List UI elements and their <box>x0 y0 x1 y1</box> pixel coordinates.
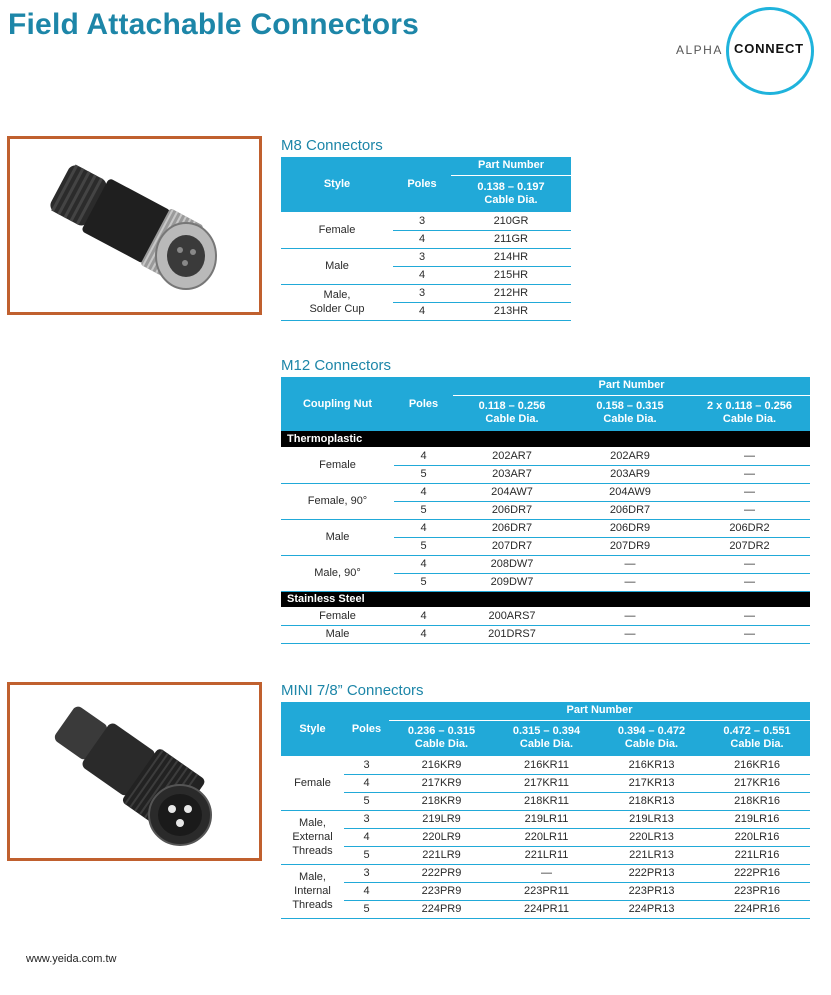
poles-cell: 5 <box>344 846 389 864</box>
col-header-poles: Poles <box>344 702 389 756</box>
cable-dia-range: 0.118 – 0.256 <box>478 400 546 413</box>
style-cell: Male, 90° <box>281 555 394 591</box>
mini-connector-photo <box>7 682 262 861</box>
mini-section-title: MINI 7/8” Connectors <box>281 682 424 699</box>
cable-dia-label: Cable Dia. <box>414 738 469 751</box>
table-row <box>281 864 810 882</box>
part-number-cell: — <box>494 864 599 882</box>
part-number-cell: — <box>689 447 810 465</box>
part-number-cell: 216KR9 <box>389 756 494 774</box>
part-number-cell: — <box>571 555 689 573</box>
table-row <box>281 882 810 900</box>
cable-dia-label: Cable Dia. <box>722 413 777 426</box>
poles-cell: 4 <box>394 519 453 537</box>
style-line: Female <box>294 776 331 789</box>
part-number-cell: 221LR13 <box>599 846 704 864</box>
part-number-cell: 203AR7 <box>453 465 571 483</box>
website-url[interactable]: www.yeida.com.tw <box>26 953 117 965</box>
col-header-cable-dia <box>451 175 571 212</box>
cable-dia-label: Cable Dia. <box>484 193 538 206</box>
part-number-cell: — <box>571 607 689 625</box>
part-number-cell: 219LR9 <box>389 810 494 828</box>
table-row <box>281 212 571 230</box>
table-row <box>281 483 810 501</box>
style-cell: Female <box>281 447 394 483</box>
poles-cell: 3 <box>344 864 389 882</box>
col-header-coupling-nut: Coupling Nut <box>281 377 394 431</box>
col-header-style: Style <box>281 157 393 212</box>
table-row <box>281 284 571 302</box>
part-number-cell: 219LR13 <box>599 810 704 828</box>
cable-dia-range: 0.472 – 0.551 <box>723 725 791 738</box>
table-row <box>281 810 810 828</box>
part-number-cell: 211GR <box>451 230 571 248</box>
cable-dia-range: 0.138 – 0.197 <box>477 180 545 193</box>
style-cell: Male <box>281 625 394 643</box>
poles-cell: 4 <box>344 882 389 900</box>
col-header-poles: Poles <box>394 377 453 431</box>
style-line: Threads <box>292 899 333 911</box>
style-line: Male, <box>299 817 326 829</box>
style-cell: Female <box>281 607 394 625</box>
cable-dia-label: Cable Dia. <box>603 413 657 426</box>
part-number-cell: 214HR <box>451 248 571 266</box>
part-number-cell: 216KR11 <box>494 756 599 774</box>
cable-dia-label: Cable Dia. <box>730 738 784 751</box>
logo-alpha-text: ALPHA <box>676 43 723 57</box>
part-number-cell: 224PR16 <box>704 900 810 918</box>
table-row <box>281 447 810 465</box>
part-number-cell: 218KR16 <box>704 792 810 810</box>
style-cell <box>281 284 393 320</box>
part-number-cell: 223PR13 <box>599 882 704 900</box>
part-number-cell: 206DR7 <box>453 501 571 519</box>
part-number-cell: 223PR16 <box>704 882 810 900</box>
part-number-cell: 207DR2 <box>689 537 810 555</box>
cable-dia-range: 0.315 – 0.394 <box>512 725 581 738</box>
part-number-cell: 224PR9 <box>389 900 494 918</box>
part-number-cell: 220LR9 <box>389 828 494 846</box>
part-number-cell: 210GR <box>451 212 571 230</box>
poles-cell: 4 <box>344 774 389 792</box>
col-header-part-number: Part Number <box>451 157 571 175</box>
part-number-cell: 220LR13 <box>599 828 704 846</box>
col-header-part-number: Part Number <box>453 377 810 395</box>
style-line: External <box>292 831 333 843</box>
part-number-cell: 212HR <box>451 284 571 302</box>
style-line: Male, <box>299 871 326 883</box>
table-row <box>281 900 810 918</box>
part-number-cell: — <box>689 555 810 573</box>
category-label: Thermoplastic <box>281 431 810 447</box>
poles-cell: 3 <box>393 284 451 302</box>
m8-connector-photo <box>7 136 262 315</box>
style-cell: Male <box>281 519 394 555</box>
col-header-cable-dia <box>453 395 571 431</box>
part-number-cell: 200ARS7 <box>453 607 571 625</box>
style-cell <box>281 756 344 810</box>
part-number-cell: — <box>689 607 810 625</box>
table-row <box>281 555 810 573</box>
col-header-part-number: Part Number <box>389 702 810 720</box>
poles-cell: 4 <box>394 483 453 501</box>
table-row <box>281 828 810 846</box>
part-number-cell: 222PR16 <box>704 864 810 882</box>
part-number-cell: 206DR2 <box>689 519 810 537</box>
table-row <box>281 607 810 625</box>
table-row <box>281 846 810 864</box>
mini-connector-image <box>10 685 259 858</box>
table-row <box>281 248 571 266</box>
part-number-cell: 215HR <box>451 266 571 284</box>
style-line: Solder Cup <box>309 303 365 315</box>
part-number-cell: 203AR9 <box>571 465 689 483</box>
col-header-cable-dia <box>689 395 810 431</box>
m12-section-title: M12 Connectors <box>281 357 392 374</box>
part-number-cell: 218KR11 <box>494 792 599 810</box>
category-label: Stainless Steel <box>281 591 810 607</box>
category-row <box>281 431 810 447</box>
cable-dia-label: Cable Dia. <box>624 738 679 751</box>
part-number-cell: 221LR16 <box>704 846 810 864</box>
part-number-cell: 217KR11 <box>494 774 599 792</box>
cable-dia-range: 0.158 – 0.315 <box>596 400 664 413</box>
poles-cell: 4 <box>394 607 453 625</box>
part-number-cell: 208DW7 <box>453 555 571 573</box>
poles-cell: 3 <box>393 212 451 230</box>
style-cell <box>281 864 344 918</box>
poles-cell: 3 <box>344 810 389 828</box>
part-number-cell: 220LR11 <box>494 828 599 846</box>
col-header-cable-dia <box>571 395 689 431</box>
part-number-cell: 217KR9 <box>389 774 494 792</box>
part-number-cell: 218KR13 <box>599 792 704 810</box>
part-number-cell: 217KR13 <box>599 774 704 792</box>
page-title: Field Attachable Connectors <box>8 8 420 41</box>
part-number-cell: — <box>689 501 810 519</box>
style-cell: Female <box>281 212 393 248</box>
poles-cell: 5 <box>344 792 389 810</box>
part-number-cell: — <box>689 625 810 643</box>
poles-cell: 3 <box>393 248 451 266</box>
part-number-cell: 217KR16 <box>704 774 810 792</box>
poles-cell: 5 <box>344 900 389 918</box>
poles-cell: 5 <box>394 501 453 519</box>
part-number-cell: 222PR13 <box>599 864 704 882</box>
poles-cell: 4 <box>394 555 453 573</box>
part-number-cell: 223PR9 <box>389 882 494 900</box>
part-number-cell: — <box>689 465 810 483</box>
style-cell: Male <box>281 248 393 284</box>
table-row <box>281 792 810 810</box>
style-line: Threads <box>292 845 333 857</box>
part-number-cell: 224PR11 <box>494 900 599 918</box>
poles-cell: 5 <box>394 573 453 591</box>
part-number-cell: 206DR9 <box>571 519 689 537</box>
part-number-cell: 219LR16 <box>704 810 810 828</box>
m8-connector-image <box>10 139 259 312</box>
m8-table <box>281 157 571 321</box>
category-row <box>281 591 810 607</box>
alpha-connect-logo <box>672 6 822 96</box>
part-number-cell: 221LR9 <box>389 846 494 864</box>
table-row <box>281 756 810 774</box>
m8-section-title: M8 Connectors <box>281 137 383 154</box>
part-number-cell: 221LR11 <box>494 846 599 864</box>
table-row <box>281 519 810 537</box>
cable-dia-range: 2 x 0.118 – 0.256 <box>706 400 793 413</box>
part-number-cell: 206DR7 <box>571 501 689 519</box>
table-row <box>281 774 810 792</box>
part-number-cell: 219LR11 <box>494 810 599 828</box>
col-header-cable-dia <box>389 720 494 756</box>
part-number-cell: 202AR7 <box>453 447 571 465</box>
mini-table <box>281 702 810 919</box>
poles-cell: 4 <box>394 447 453 465</box>
part-number-cell: — <box>689 573 810 591</box>
col-header-cable-dia <box>599 720 704 756</box>
poles-cell: 4 <box>394 625 453 643</box>
part-number-cell: 204AW7 <box>453 483 571 501</box>
poles-cell: 4 <box>344 828 389 846</box>
style-line: Internal <box>294 885 331 897</box>
cable-dia-label: Cable Dia. <box>485 413 539 426</box>
part-number-cell: 204AW9 <box>571 483 689 501</box>
part-number-cell: — <box>571 625 689 643</box>
part-number-cell: 216KR16 <box>704 756 810 774</box>
style-line: Male, <box>323 289 351 301</box>
part-number-cell: 206DR7 <box>453 519 571 537</box>
m12-table <box>281 377 810 644</box>
poles-cell: 5 <box>394 537 453 555</box>
table-row <box>281 625 810 643</box>
part-number-cell: 213HR <box>451 302 571 320</box>
poles-cell: 4 <box>393 266 451 284</box>
cable-dia-range: 0.236 – 0.315 <box>407 725 476 738</box>
poles-cell: 3 <box>344 756 389 774</box>
cable-dia-label: Cable Dia. <box>519 738 574 751</box>
part-number-cell: 202AR9 <box>571 447 689 465</box>
part-number-cell: 216KR13 <box>599 756 704 774</box>
col-header-style: Style <box>281 702 344 756</box>
col-header-cable-dia <box>494 720 599 756</box>
poles-cell: 4 <box>393 302 451 320</box>
part-number-cell: 207DR7 <box>453 537 571 555</box>
cable-dia-range: 0.394 – 0.472 <box>617 725 686 738</box>
part-number-cell: 222PR9 <box>389 864 494 882</box>
style-cell: Female, 90° <box>281 483 394 519</box>
poles-cell: 4 <box>393 230 451 248</box>
part-number-cell: 209DW7 <box>453 573 571 591</box>
part-number-cell: — <box>571 573 689 591</box>
part-number-cell: 224PR13 <box>599 900 704 918</box>
poles-cell: 5 <box>394 465 453 483</box>
style-cell <box>281 810 344 864</box>
logo-connect-text: CONNECT <box>734 41 804 56</box>
part-number-cell: 201DRS7 <box>453 625 571 643</box>
col-header-cable-dia <box>704 720 810 756</box>
part-number-cell: — <box>689 483 810 501</box>
part-number-cell: 218KR9 <box>389 792 494 810</box>
col-header-poles: Poles <box>393 157 451 212</box>
part-number-cell: 220LR16 <box>704 828 810 846</box>
part-number-cell: 207DR9 <box>571 537 689 555</box>
part-number-cell: 223PR11 <box>494 882 599 900</box>
